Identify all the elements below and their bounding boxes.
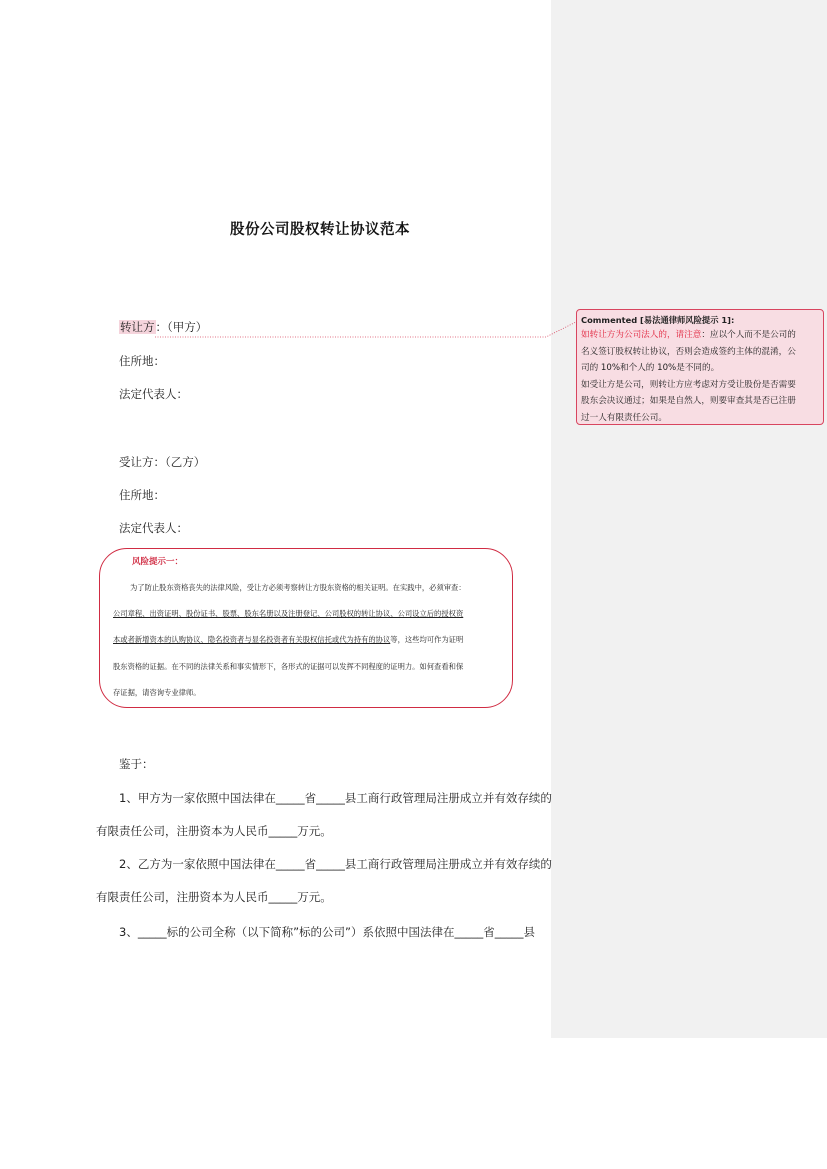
risk-tip-line [113,635,463,645]
risk-tip-line: 为了防止股东资格丧失的法律风险，受让方必须考察转让方股东资格的相关证明。在实践中，必须审查： [130,583,466,592]
clause-1-line-2: 有限责任公司，注册资本为人民币_____万元。 [96,824,332,838]
party-b-label: 受让方：（乙方） [119,455,206,469]
risk-tip-text: 等，这些均可作为证明 [390,635,464,644]
comment-line: 股东会决议通过；如果是自然人，则要审查其是否已注册 [581,396,796,406]
comment-line: 司的 10%和个人的 10%是不同的。 [581,363,720,373]
comment-balloon[interactable] [576,309,824,425]
risk-tip-line: 公司章程、出资证明、股份证书、股票、股东名册以及注册登记、公司股权的转让协议、公司设立后的授权资 [113,609,464,618]
party-a-representative: 法定代表人： [119,387,188,401]
party-b-address: 住所地： [119,488,165,502]
clause-3-line-1: 3、_____标的公司全称（以下简称”标的公司”）系依照中国法律在_____省_____县 [119,925,535,939]
comment-line: 名义签订股权转让协议，否则会造成签约主体的混淆，公 [581,346,796,357]
comment-line: 过一人有限责任公司。 [581,412,667,423]
risk-tip-box [99,548,513,708]
comment-line [581,327,819,344]
risk-tip-underlined-text: 本或者新增资本的认购协议、隐名投资者与显名投资者有关股权信托或代为持有的协议 [113,635,391,644]
document-title: 股份公司股权转让协议范本 [230,222,410,238]
risk-tip-line: 股东资格的证据。在不同的法律关系和事实情形下，各形式的证据可以发挥不同程度的证明力。如何查看和保 [113,662,464,671]
risk-tip-line: 存证据，请咨询专业律师。 [113,688,201,697]
party-b-representative: 法定代表人： [119,521,188,535]
whereas-heading: 鉴于： [119,757,154,771]
risk-tip-title: 风险提示一： [132,557,184,567]
comment-emphasis: 如转让方为公司法人的，请注意 [581,330,702,340]
comment-author-header: Commented [易法通律师风险提示 1]: [581,315,735,325]
party-a-label [119,319,207,335]
clause-1-line-1: 1、甲方为一家依照中国法律在_____省_____县工商行政管理局注册成立并有效存续的 [119,791,552,805]
party-a-label-rest: ：（甲方） [155,320,208,334]
commented-text-highlight[interactable]: 转让方 [120,320,155,334]
clause-2-line-2: 有限责任公司，注册资本为人民币_____万元。 [96,890,332,904]
party-a-address: 住所地： [119,354,165,368]
clause-2-line-1: 2、乙方为一家依照中国法律在_____省_____县工商行政管理局注册成立并有效存续的 [119,857,552,871]
comment-line: 如受让方是公司，则转让方应考虑对方受让股份是否需要 [581,379,796,390]
comment-text: ：应以个人而不是公司的 [701,330,796,340]
